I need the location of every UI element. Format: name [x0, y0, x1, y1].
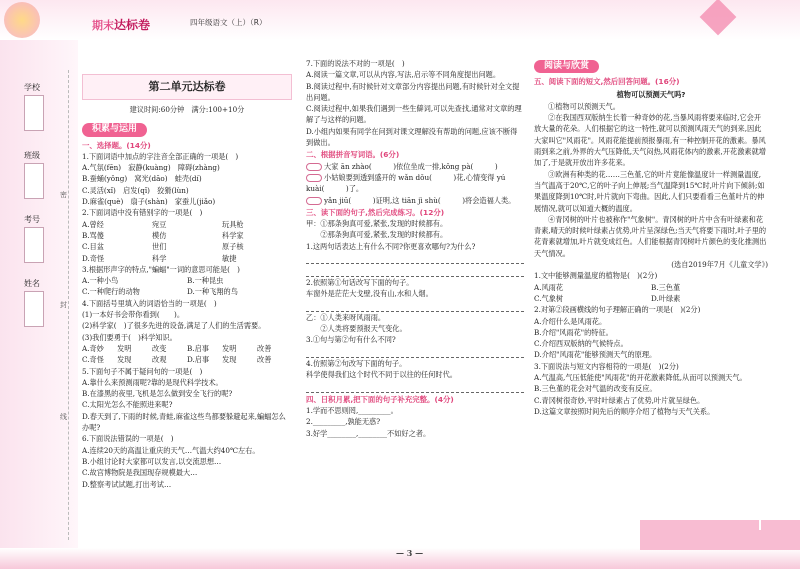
option: C.太阳光怎么不能照进来呢?	[82, 400, 173, 410]
sentence: 乙：①人类来呀风雨雨。	[306, 312, 386, 322]
section-banner: 积累与运用	[82, 123, 147, 136]
question: 5.下面句子不属于疑问句的一项是( )	[82, 366, 203, 376]
section-heading: 一、选择题。(14分)	[82, 140, 151, 150]
option: A.靠什么来预测雨呢?靠的是现代科学技术。	[82, 377, 223, 387]
option-row: B.骂傻 模仿 科学家	[82, 230, 244, 240]
fill-blank[interactable]: 3.好学________,________不如好之者。	[306, 428, 431, 438]
page-title: 第二单元达标卷	[82, 74, 292, 100]
section-heading: 二、根据拼音写词语。(6分)	[306, 150, 400, 160]
school-field: 学校	[24, 82, 44, 131]
option: C.灵活(xǐ) 启发(qǐ) 狡猾(lùn)	[82, 185, 189, 195]
column-left	[82, 58, 292, 490]
answer-line[interactable]	[306, 380, 524, 392]
option: B.阅读过程中,有时候针对文章部分内容提出问题,有时候针对全文提出问题。	[306, 81, 520, 102]
time-note: 建议时间:60分钟 满分:100+10分	[129, 105, 245, 114]
question: 7.下面的说法不对的一项是( )	[306, 59, 405, 68]
pinyin-line: yǎn jiū( )证明,这 tiān jì shù( )将会造福人类。	[306, 195, 524, 206]
answer-line[interactable]	[306, 299, 524, 311]
paragraph: ③欧洲有种类的花……三色堇,它的叶片竟能像温度计一样测量温度,当气温高于20℃,它的叶子向上伸展;当气温降到15℃时,叶片向下倾斜;如果温度降到10℃时,叶片就向下弯曲。因此,人们只要看看三色堇叶片的伸展情况,就可以知道大概的温度。	[534, 169, 765, 213]
page-number: — 3 —	[396, 548, 424, 558]
option-row: A.风雨花 B.三色堇	[534, 282, 681, 292]
section-banner: 阅读与欣赏	[534, 60, 599, 73]
question: 3.①句与第②句有什么不同?	[306, 335, 396, 345]
option-row: C.目盆 世们 原子核	[82, 242, 244, 252]
sentence: ②那条狗真可爱,紧张,发现的时候都有。	[306, 230, 448, 240]
sun-icon	[4, 2, 40, 38]
seal-mark: 密	[60, 191, 67, 199]
source-note: (选自2019年7月《儿童文学》)	[671, 260, 768, 270]
question: 6.下面说法错误的一项是( )	[82, 434, 174, 444]
sub-question: (2)科学家( )了很多先进的设备,满足了人们的生活需要。	[82, 321, 266, 331]
article-title: 植物可以预测天气吗?	[616, 89, 686, 99]
question: 3.根据形声字的特点,"蝙蝠"一词的意思可能是( )	[82, 264, 240, 274]
option: D.这篇文章按照时间先后的顺序介绍了植物与天气关系。	[534, 406, 715, 416]
pinyin-line: 小姑娘要到透到盛开的 wǎn dǒu( )花,心情变得 yú kuài( )了。	[306, 172, 506, 194]
answer-line[interactable]	[306, 264, 524, 276]
pinyin-line: 大家 ān zhào( )依位坐成一排,kǒng pà( )	[306, 161, 524, 172]
fill-blank[interactable]: 1.学而不思则罔,_________。	[306, 405, 398, 415]
section-heading: 三、读下面的句子,然后完成练习。(12分)	[306, 207, 445, 217]
option: B.介绍"风雨花"的特征。	[534, 327, 613, 337]
question: 4.下面括号里填入的词语恰当的一项是( )	[82, 298, 217, 308]
seal-mark: 封	[60, 301, 67, 309]
paragraph: ④青冈树的叶片也被称作"气象树"。青冈树的叶片中含有叶绿素和花青素,晴天的时候叶绿素占优势,叶片呈深绿色;当天气将要下雨时,叶子里的花青素就增加,叶片就变成红色。人们能根据青冈树叶片颜色的变化推测出天气情况。	[534, 214, 767, 258]
answer-line[interactable]	[306, 345, 524, 357]
option: C.故宫博物院是我国现存规模最大…	[82, 468, 198, 478]
question: 2.下面词语中没有错别字的一项是( )	[82, 208, 203, 218]
option-row: D.奇怪 科学 敏捷	[82, 253, 237, 263]
option: C.阅读过程中,如果我们遇到一些生僻词,可以先查找,通常对文章的理解了与这样的问题。	[306, 104, 522, 125]
sentence: 车窗外是茫茫大戈壁,没有山,水和人烟。	[306, 288, 433, 298]
option-row: A.奇妙 发明 改变 B.启事 发明 改善	[82, 343, 272, 353]
cloud-icon	[306, 197, 322, 205]
option: B.小组讨论时大家都可以发言,以交流思想…	[82, 456, 222, 466]
option: A.阅读一篇文章,可以从内容,写法,启示等不同角度提出问题。	[306, 70, 501, 80]
seal-mark: 线	[60, 413, 67, 421]
sentence: ②人类将要预报天气变化。	[306, 323, 407, 333]
option-row: A.一种小鸟 B.一种昆虫	[82, 276, 224, 286]
option: B.蚕蛹(yǒng) 窝光(dāo) 蛙壳(dí)	[82, 174, 202, 184]
option: D.麻雀(què) 扇子(shàn) 家蚕儿(jiǎo)	[82, 197, 216, 207]
question: 2.对第②段画横线的句子理解正确的一项是( )(2分)	[534, 305, 701, 315]
question: 1.文中能够测量温度的植物是( )(2分)	[534, 271, 658, 281]
question: 2.依照第①句话改写下面的句子。	[306, 277, 414, 287]
section-heading: 五、阅读下面的短文,然后回答问题。(16分)	[534, 77, 680, 87]
option: B.在漆黑的夜里,飞机是怎么做到安全飞行的呢?	[82, 389, 233, 399]
question: 3.下面说法与短文内容相符的一项是( )(2分)	[534, 361, 679, 371]
class-field: 班级	[24, 150, 44, 199]
option-row: A.曾经 宛豆 玩具枪	[82, 219, 244, 229]
option: B.三色堇的花会对气温的改变有反应。	[534, 384, 657, 394]
option: C.介绍西双版纳的气候特点。	[534, 339, 628, 349]
option: A.气氛(fēn) 寂静(kuàng) 障碍(zhàng)	[82, 163, 220, 173]
exam-number-field: 考号	[24, 214, 44, 263]
option: C.青冈树很奇妙,平时叶绿素占了优势,叶片就呈绿色。	[534, 395, 705, 405]
sub-question: (3)我们要勇于( )科学知识。	[82, 332, 177, 342]
seal-line	[68, 70, 69, 540]
option: D.整察考试试题,打出考试…	[82, 479, 172, 489]
cloud-icon	[306, 163, 322, 171]
question: 1.下面词语中加点的字注音全部正确的一项是( )	[82, 151, 239, 161]
column-middle	[306, 58, 524, 439]
cloud-icon	[306, 174, 322, 182]
section-heading: 四、日积月累,把下面的句子补充完整。(4分)	[306, 394, 454, 404]
option: D.介绍"风雨花"能够预测天气的原理。	[534, 350, 657, 360]
fill-blank[interactable]: 2._________,孰能无惑?	[306, 417, 381, 427]
question: 4.仿照第②句改写下面的句子。	[306, 358, 407, 368]
option-row: C.奇怪 发现 改观 D.启事 发现 改善	[82, 355, 272, 365]
option: A.连续20天的高温让重庆的天气…气温大约40℃左右。	[82, 445, 260, 455]
paragraph: ①植物可以预测天气。	[548, 101, 620, 111]
option: A.介绍什么是风雨花。	[534, 316, 607, 326]
option: D.小组内如果有同学在问到对课文理解没有帮助的问题,应该不断得到做出。	[306, 126, 518, 148]
series-logo: 期末达标卷	[92, 18, 151, 32]
sentence: 科学使得我们这个时代不同于以往的任何时代。	[306, 370, 457, 380]
sub-question: (1)一本好书会带你看到( )。	[82, 310, 185, 320]
option: D.春天到了,下雨的时候,青蛙,麻雀这些鸟都要躲避起来,蝙蝠怎么办呢?	[82, 411, 286, 433]
option: A.气温高,气压低能使"风雨花"的开花激素降低,从而可以预测天气。	[534, 373, 747, 383]
sentence: 甲：①那条狗真可爱,紧张,发现的时候都有。	[306, 219, 448, 229]
name-field: 姓名	[24, 278, 44, 327]
question: 1.这两句话表达上有什么不同?你更喜欢哪句?为什么?	[306, 241, 476, 251]
grade-label: 四年级语文（上）（R）	[190, 18, 267, 27]
option-row: C.气象树 D.叶绿素	[534, 293, 681, 303]
column-right	[534, 58, 768, 417]
option-row: C.一种爬行的动物 D.一种飞翔的鸟	[82, 287, 238, 297]
windmill-decoration	[640, 470, 800, 550]
answer-line[interactable]	[306, 252, 524, 264]
paragraph: ②在我国西双版纳生长着一种奇妙的花,当暴风雨将要来临时,它会开放大量的花朵。人们根据它的这一特性,就可以预测风雨天气的到来,因此大家叫它"风雨花"。风雨花能提前预报暴雨,有一种控制开花的激素。暴风雨到来之前,外界的大气压降低,天气闷热,风雨花体内的激素,开花激素就增加了,于是就开放出许多花来。	[534, 113, 766, 168]
